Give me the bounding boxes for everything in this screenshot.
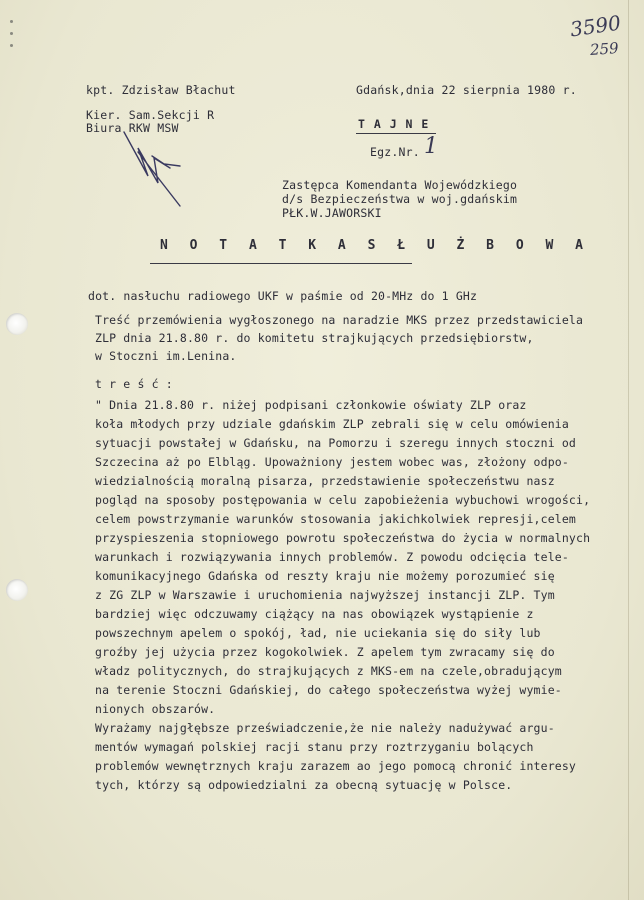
body-line: pogląd na sposoby postępowania w celu zapobieżenia wybuchowi wrogości, <box>95 493 591 507</box>
unit-line-1: Kier. Sam.Sekcji R <box>86 108 215 122</box>
classification: T A J N E <box>358 117 430 131</box>
body-line: komunikacyjnego Gdańska od reszty kraju nie możemy porozumieć się <box>95 569 555 583</box>
author-line: kpt. Zdzisław Błachut <box>86 83 236 97</box>
unit-line-2: Biura RKW MSW <box>86 121 179 135</box>
punch-hole-top <box>6 313 28 335</box>
signature-mark <box>118 128 198 208</box>
content-label: t r e ś ć : <box>95 377 173 391</box>
body-line: problemów wewnętrznych kraju zarazem ao jego pomocą chronić interesy <box>95 759 577 773</box>
intro-line: ZLP dnia 21.8.80 r. do komitetu strajkujących przedsiębiorstw, <box>95 331 534 345</box>
document-title: N O T A T K A S Ł U Ż B O W A <box>160 238 590 253</box>
body-line: " Dnia 21.8.80 r. niżej podpisani członkowie oświaty ZLP oraz <box>95 398 527 412</box>
recipient-line-1: Zastępca Komendanta Wojewódzkiego <box>282 178 518 192</box>
recipient-line-2: d/s Bezpieczeństwa w woj.gdańskim <box>282 192 518 206</box>
place-date: Gdańsk,dnia 22 sierpnia 1980 r. <box>356 83 577 97</box>
body-line: sytuacji powstałej w Gdańsku, na Pomorzu i szeregu innych stoczni od <box>95 436 577 450</box>
body-line: celem powstrzymanie warunków stosowania jakichkolwiek represji,celem <box>95 512 577 526</box>
copy-number: 1 <box>424 134 438 159</box>
archive-number-bottom: 259 <box>589 39 620 59</box>
title-underline <box>150 263 412 264</box>
punch-hole-bottom <box>6 579 28 601</box>
body-line: groźby jej użycia przez kogokolwiek. Z apelem tym zwracamy się do <box>95 645 555 659</box>
archive-number-top: 3590 <box>568 10 623 42</box>
body-line: powszechnym apelem o spokój, ład, nie uciekania się do siły lub <box>95 626 541 640</box>
intro-line: Treść przemówienia wygłoszonego na naradzie MKS przez przedstawiciela <box>95 313 584 327</box>
body-line: tych, którzy są odpowiedzialni za obecną sytuację w Polsce. <box>95 778 513 792</box>
recipient-line-3: PŁK.W.JAWORSKI <box>282 206 382 220</box>
body-line: przyspieszenia stopniowego powrotu społeczeństwa do życia w normalnych <box>95 531 591 545</box>
body-line: z ZG ZLP w Warszawie i uruchomienia najwyższej instancji ZLP. Tym <box>95 588 555 602</box>
margin-dots <box>8 20 18 56</box>
body-line: wiedzialnością moralną pisarza, przedstawienie społeczeństwu nasz <box>95 474 555 488</box>
body-line: bardziej więc odczuwamy ciążący na nas obowiązek wystąpienie z <box>95 607 534 621</box>
subject-line: dot. nasłuchu radiowego UKF w paśmie od 20-MHz do 1 GHz <box>88 289 478 303</box>
body-line: władz politycznych, do strajkujących z MKS-em na czele,obradującym <box>95 664 562 678</box>
body-line: mentów wymagań polskiej racji stanu przy roztrzyganiu bolących <box>95 740 534 754</box>
intro-line: w Stoczni im.Lenina. <box>95 349 237 363</box>
page-fold <box>628 0 629 900</box>
body-line: Szczecina aż po Elbląg. Upoważniony jestem wobec was, złożony odpo- <box>95 455 569 469</box>
copy-label: Egz.Nr. <box>370 145 420 159</box>
body-line: nionych obszarów. <box>95 702 216 716</box>
body-line: koła młodych przy udziale gdańskim ZLP zebrali się w celu omówienia <box>95 417 569 431</box>
body-line: Wyrażamy najgłębsze przeświadczenie,że nie należy nadużywać argu- <box>95 721 555 735</box>
body-line: na terenie Stoczni Gdańskiej, do całego społeczeństwa wyżej wymie- <box>95 683 562 697</box>
body-line: warunkach i rozwiązywania innych problemów. Z powodu odcięcia tele- <box>95 550 569 564</box>
